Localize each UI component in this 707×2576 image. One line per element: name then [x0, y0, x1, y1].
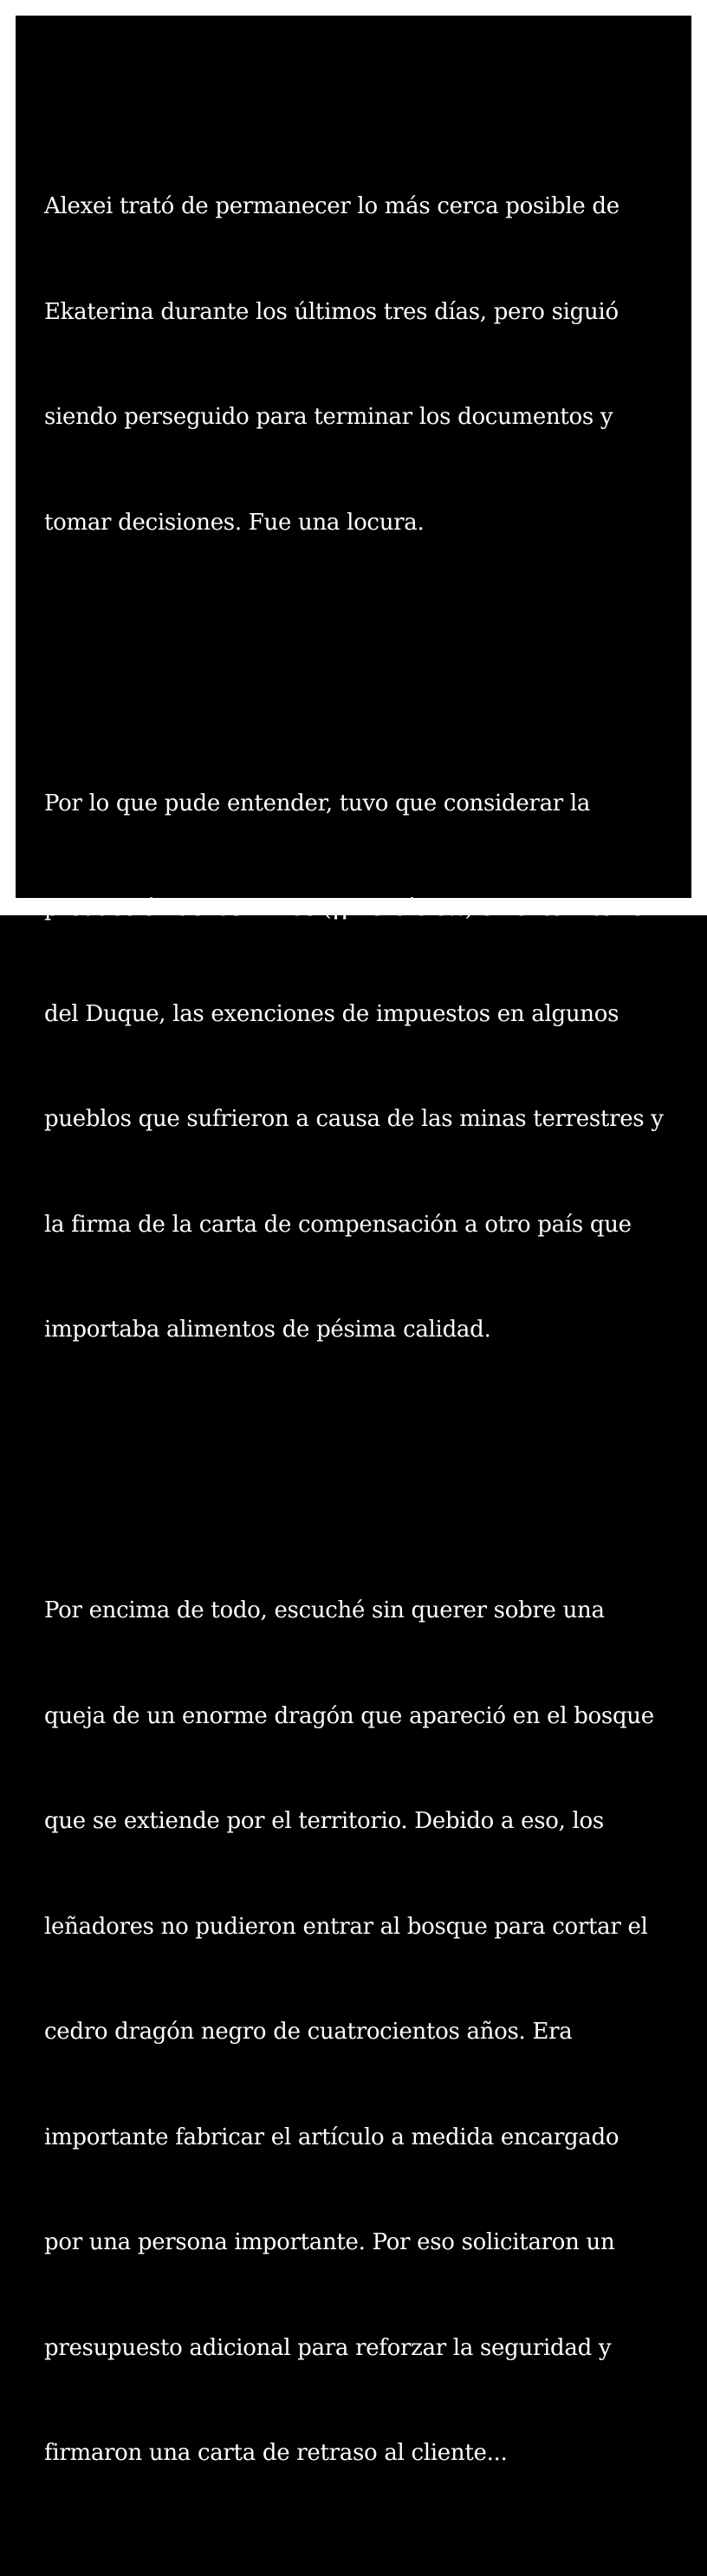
text-line: pueblos que sufrieron a causa de las minas terrestres y	[44, 1106, 664, 1132]
paragraph-3	[44, 1523, 677, 2541]
text-line: importante fabricar el artículo a medida encargado	[44, 2124, 619, 2150]
text-line: que se extiende por el territorio. Debido a eso, los	[44, 1808, 604, 1834]
text-line: cedro dragón negro de cuatrocientos años. Era	[44, 2019, 573, 2045]
story-text	[44, 49, 677, 2576]
text-line: queja de un enorme dragón que apareció en el bosque	[44, 1702, 654, 1729]
paragraph-1	[44, 119, 677, 610]
text-line: por una persona importante. Por eso solicitaron un	[44, 2229, 615, 2255]
text-line: presupuesto adicional para reforzar la seguridad y	[44, 2334, 612, 2361]
text-line: leñadores no pudieron entrar al bosque para cortar el	[44, 1913, 648, 1940]
text-line: Alexei trató de permanecer lo más cerca posible de	[44, 193, 619, 219]
text-line: importaba alimentos de pésima calidad.	[44, 1317, 491, 1343]
text-line: producción de las minas (¡¡increíble!!) en el territorio	[44, 895, 645, 921]
paragraph-2	[44, 716, 677, 1418]
text-line: Por encima de todo, escuché sin querer sobre una	[44, 1597, 605, 1623]
text-line: Ekaterina durante los últimos tres días, pero siguió	[44, 298, 619, 325]
text-line: tomar decisiones. Fue una locura.	[44, 509, 425, 536]
text-line: Por lo que pude entender, tuvo que considerar la	[44, 790, 591, 816]
text-line: firmaron una carta de retraso al cliente...	[44, 2440, 508, 2466]
text-line: del Duque, las exenciones de impuestos en algunos	[44, 1000, 619, 1027]
text-line: siendo perseguido para terminar los documentos y	[44, 404, 613, 430]
text-line: la firma de la carta de compensación a otro país que	[44, 1211, 632, 1238]
